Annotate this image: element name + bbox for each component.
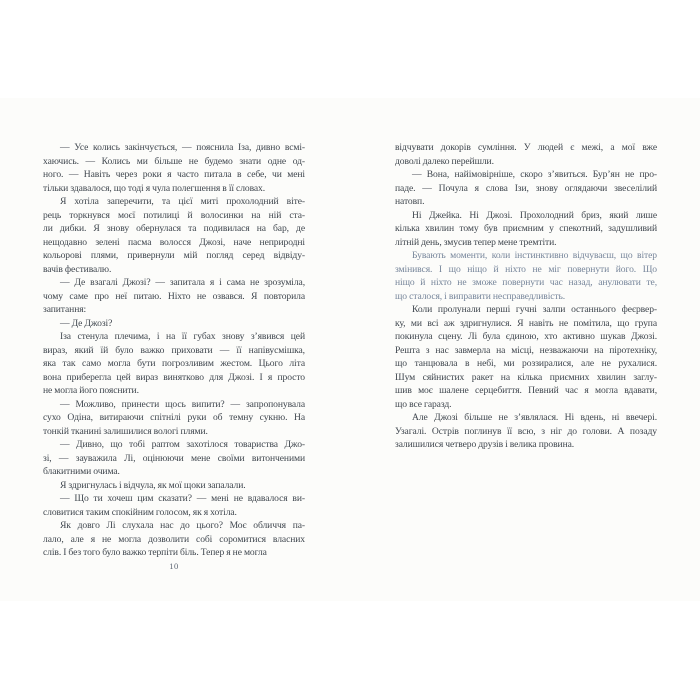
paragraph [395,249,657,303]
text-line: чому саме про неї питаю. Ніхто не озвався. Я повторила [43,290,305,302]
text-line: слів. І без того було важко терпіти біль. Тепер я не могла [43,547,267,558]
text-line: рець торкнувся моєї потилиці й волосинки на ній ста- [43,209,305,221]
paragraph [43,398,305,439]
text-line: ли дибки. Я знову обернулася та подивилася на бар, де [43,223,305,234]
paragraph [43,519,305,560]
text-line: блакитними очима. [43,466,120,477]
text-line: вачів фестивалю. [43,263,112,275]
text-line: паде. — Почула я слова Ізи, знову оглядаючи звеселілий [395,182,657,194]
text-line: не могла його пояснити. [43,385,139,396]
text-line: що все гаразд. [395,398,452,410]
paragraph [43,276,305,317]
paragraph [43,141,305,195]
text-line: ніщо й ніхто не зможе повернути час назад, анулювати те, [395,277,657,288]
text-line: кілька хвилин тому був приємним у спекотний, задушливий [395,223,657,234]
text-line: Решта з нас завмерла на місці, незважаючи на піротехніку, [395,344,657,356]
text-line: зі, — зауважила Лі, оцінюючи мене своїми витонченими [43,452,305,464]
text-line: ного. — Навіть через роки я часто питала в себе, чи мені [43,169,305,180]
text-line: — Усе колись закінчується, — пояснила Іза, дивно всмі- [60,142,305,153]
text-line: натовп. [395,196,425,207]
text-line: сухо Одіна, витираючи спітнілі руки об темну сукню. На [43,412,305,423]
page-right-column [395,141,657,452]
text-line: змінився. І що ніщо й ніхто не міг повернути його. Що [395,263,657,275]
text-line: Я здригнулась і відчула, як мої щоки запалали. [60,479,246,491]
book-spread [0,98,700,601]
text-line: тонкій тканині залишилися вологі плями. [43,425,208,437]
paragraph [43,438,305,479]
text-line: покинула сцену. Лі була єдиною, хто активно шукав Джозі. [395,331,657,342]
text-line: вона приберегла цей вираз винятково для Джозі. І я просто [43,371,305,383]
text-line: Як довго Лі слухала нас до цього? Моє обличчя па- [60,520,305,531]
text-line: кольорові плями, привернули мій погляд серед відвіду- [43,250,305,261]
text-line: залишилися четверо друзів і велика провина. [395,439,575,450]
text-line: Ні Джейка. Ні Джозі. Прохолодний бриз, який лише [412,209,657,221]
paragraph [395,303,657,411]
text-line: — Де Джозі? [60,317,113,329]
text-line: — Де взагалі Джозі? — запитала я і сама не зрозуміла, [60,277,305,288]
paragraph [395,168,657,209]
paragraph [43,195,305,276]
text-line: яка так само могла бути погрозливим жестом. Цього літа [43,358,305,369]
text-line: літній день, змусив тепер мене тремтіти. [395,236,557,248]
text-line: Я хотіла заперечити, та цієї миті прохолодний віте- [60,196,305,207]
text-line: Іза стенула плечима, і на її губах знову з’явився цей [60,331,305,342]
text-line: нещодавно зелені пасма волосся Джозі, наче неприродні [43,236,305,248]
paragraph [43,330,305,398]
text-line: доволі далеко перейшли. [395,155,494,167]
text-line: Шум сяйнистих ракет на кілька приємних хвилин заглу- [395,371,657,383]
text-line: Але Джозі більше не з’являлася. Ні вдень, ні ввечері. [412,412,657,423]
text-line: лало, але я не могла дозволити собі соромитися власних [43,533,305,545]
text-line: відчувати докорів сумління. У людей є межі, а мої вже [395,142,657,153]
text-line: запитання: [43,304,87,315]
text-line: вираз, який їй було важко приховати — її напівусмішка, [43,344,305,356]
paragraph [395,141,657,168]
text-line: — Можливо, принести щось випити? — запропонувала [60,398,305,410]
text-line: Коли пролунали перші гучні залпи останнього феєрвер- [412,304,657,315]
paragraph [395,411,657,452]
text-line: ку, ми всі аж здригнулися. Я навіть не помітила, що група [395,317,657,329]
page-left-column [43,141,305,560]
paragraph [43,317,305,331]
text-line: Бувають моменти, коли інстинктивно відчуваєш, що вітер [412,250,657,261]
paragraph [43,479,305,493]
text-line: Узагалі. Острів поглинув її всю, з ніг до голови. А позаду [395,425,657,437]
text-line: тільки здавалося, що тоді я чула полегшення в її словах. [43,182,266,194]
paragraph [395,209,657,250]
text-line: словитися таким спокійним голосом, як я хотіла. [43,506,237,518]
paragraph [43,492,305,519]
page-number: 10 [169,561,179,571]
text-line: хаючись. — Колись ми більше не будемо знати одне од- [43,155,305,167]
text-line: — Вона, найімовірніше, скоро з’явиться. Бур’ян не про- [412,169,657,180]
text-line: що сталося, і виправити несправедливість. [395,290,566,302]
text-line: шив моє шалене серцебиття. Певний час я могла вдавати, [395,385,657,396]
text-line: — Дивно, що тобі раптом захотілося товариства Джо- [60,439,305,450]
text-line: — Що ти хочеш цим сказати? — мені не вдавалося ви- [60,493,305,504]
text-line: що танцювала в небі, ми роззиралися, але не рухалися. [395,358,657,369]
